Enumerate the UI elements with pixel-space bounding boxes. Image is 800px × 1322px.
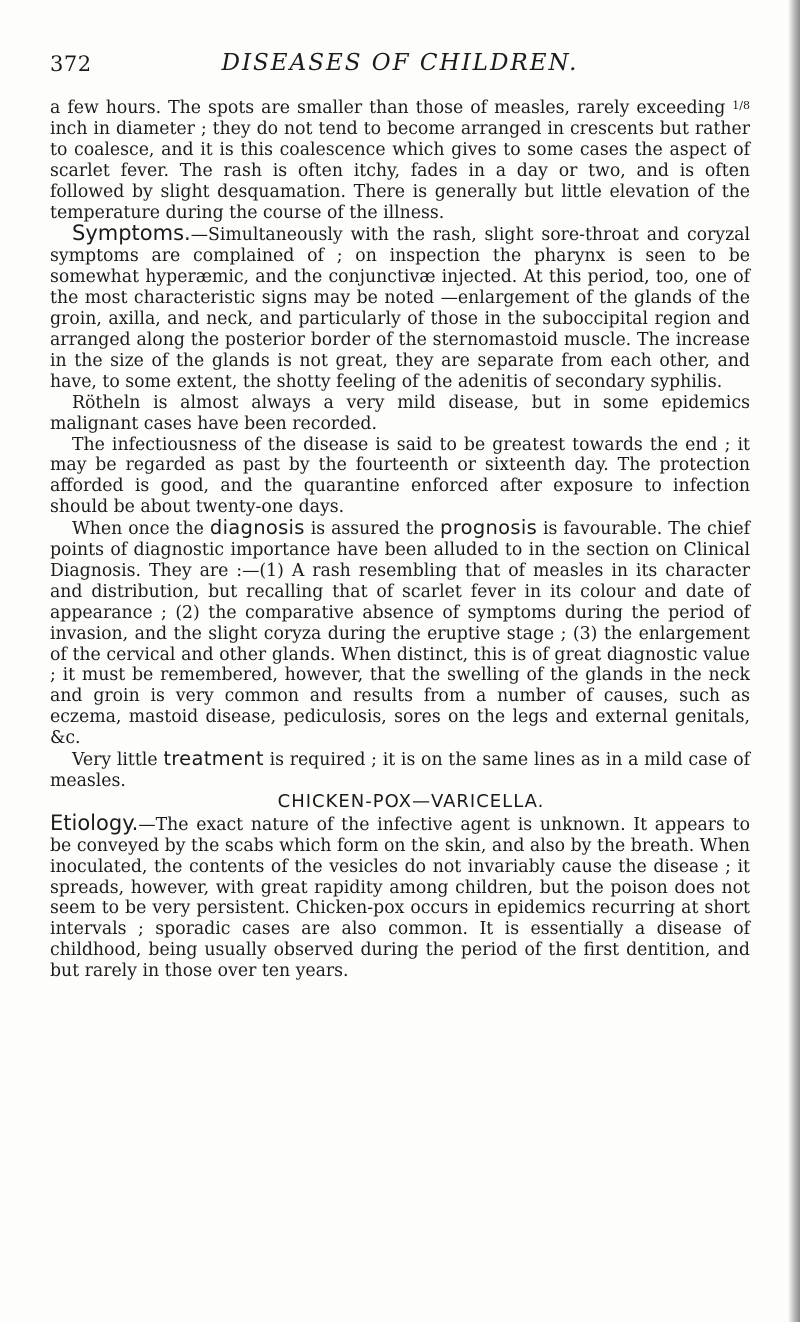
heading-symptoms: Symptoms. (72, 221, 191, 246)
page-number: 372 (50, 52, 92, 76)
page-edge-shadow (788, 0, 800, 1322)
paragraph-rotheln-mildness: Rötheln is almost always a very mild disease, but in some epidemics malignant cases have been recorded. (50, 392, 750, 434)
text-run: Very little (72, 750, 158, 771)
heading-etiology: Etiology. (50, 810, 139, 835)
keyword-diagnosis: diagnosis (209, 516, 305, 540)
paragraph-diagnosis (50, 518, 750, 749)
text-run: a few hours. The spots are smaller than those of measles, rarely exceeding (50, 98, 726, 118)
body-text (50, 96, 750, 982)
paragraph-symptoms (50, 223, 750, 392)
section-title-chicken-pox: CHICKEN-POX—VARICELLA. (277, 790, 545, 812)
fraction-eighth: 1/8 (732, 99, 750, 112)
keyword-prognosis: prognosis (440, 516, 538, 540)
text-run: is assured the (310, 519, 435, 540)
page-header (50, 44, 750, 84)
text-run: —Simultaneously with the rash, slight sore-throat and coryzal symptoms are complained of ; on inspection the pharynx is seen to be somewhat hyperæmic, and the conjunctivæ injected. At this period, too, one of the most characteristic signs may be noted —enlargement of the glands of the groin, axilla, and neck, and particularly of those in the suboccipital region and arranged along the posterior border of the sternomastoid muscle. The increase in the size of the glands is not great, they are separate from each other, and have, to some extent, the shotty feeling of the adenitis of secondary syphilis. (50, 225, 750, 392)
paragraph-infectiousness: The infectiousness of the disease is said to be greatest towards the end ; it may be regarded as past by the fourteenth or sixteenth day. The protection afforded is good, and the quarantine enforced after exposure to infection should be about twenty-one days. (50, 434, 750, 518)
paragraph-etiology (50, 810, 750, 982)
text-run: —The exact nature of the infective agent is unknown. It appears to be conveyed by the scabs which form on the skin, and also by the breath. When inoculated, the contents of the vesicles do not invariably cause the disease ; it spreads, however, with great rapidity among children, but the poison does not seem to be very persistent. Chicken-pox occurs in epidemics recurring at short intervals ; sporadic cases are also common. It is essentially a disease of childhood, being usually observed during the period of the first dentition, and but rarely in those over ten years. (50, 814, 750, 982)
running-head: DISEASES OF CHILDREN. (221, 50, 579, 76)
text-run: inch in diameter ; they do not tend to become arranged in crescents but rather to coalesce, and it is this coalescence which gives to some cases the aspect of scarlet fever. The rash is often itchy, fades in a day or two, and is often followed by slight desquamation. There is generally but little elevation of the temperature during the course of the illness. (50, 118, 750, 223)
text-run: is required ; it is on the same lines as in a mild case of measles. (50, 750, 750, 791)
paragraph-treatment (50, 749, 750, 792)
text-run: is favourable. The chief points of diagnostic importance have been alluded to in the section on Clinical Diagnosis. They are :—(1) A rash resembling that of measles in its character and distribution, but recalling that of scarlet fever in its colour and date of appearance ; (2) the comparative absence of symptoms during the period of invasion, and the slight coryza during the eruptive stage ; (3) the enlargement of the cervical and other glands. When distinct, this is of great diagnostic value ; it must be remembered, however, that the swelling of the glands in the neck and groin is very common and results from a number of causes, such as eczema, mastoid disease, pediculosis, sores on the legs and external genitals, &c. (50, 519, 751, 749)
text-run: When once the (72, 519, 204, 540)
keyword-treatment: treatment (163, 747, 264, 771)
paragraph-rash-description (50, 96, 750, 223)
